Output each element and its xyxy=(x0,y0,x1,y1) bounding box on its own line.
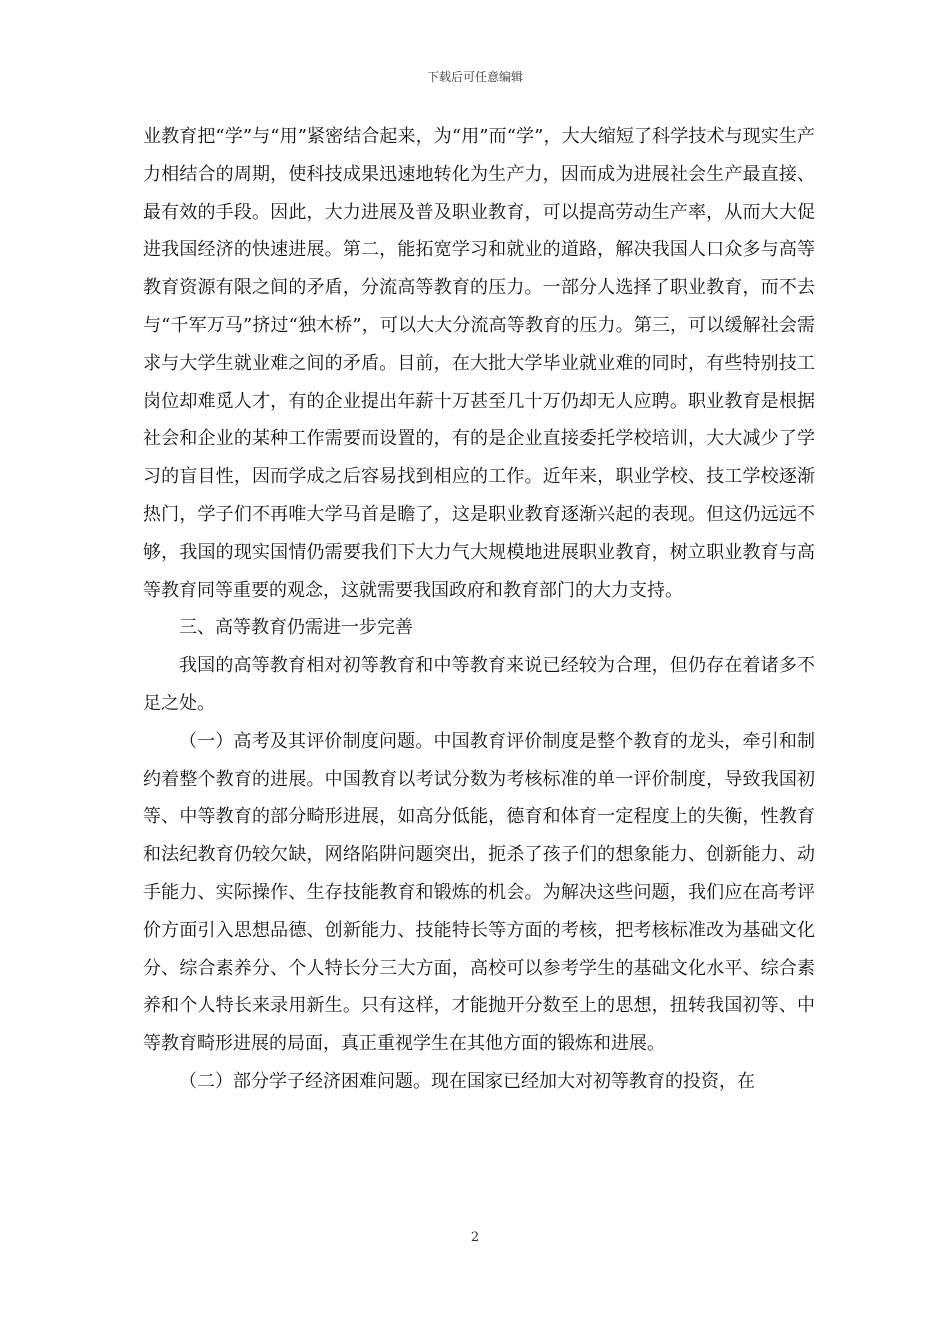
page-number: 2 xyxy=(470,1230,480,1245)
page-header: 下载后可任意编辑 xyxy=(426,70,523,84)
paragraph-item-2: （二）部分学子经济困难问题。现在国家已经加大对初等教育的投资，在 xyxy=(179,1070,755,1092)
document-body xyxy=(143,118,815,1101)
paragraph-intro: 我国的高等教育相对初等教育和中等教育来说已经较为合理，但仍存在着诸多不足之处。 xyxy=(143,655,815,714)
paragraph-continuation: 业教育把“学”与“用”紧密结合起来，为“用”而“学”，大大缩短了科学技术与现实生产力相结合的周期，使科技成果迅速地转化为生产力，因而成为进展社会生产最直接、最有效的手段。因此，大力进展及普及职业教育，可以提高劳动生产率，从而大大促进我国经济的快速进展。第二，能拓宽学习和就业的道路，解决我国人口众多与高等教育资源有限之间的矛盾，分流高等教育的压力。一部分人选择了职业教育，而不去与“千军万马”挤过“独木桥”，可以大大分流高等教育的压力。第三，可以缓解社会需求与大学生就业难之间的矛盾。目前，在大批大学毕业就业难的同时，有些特别技工岗位却难觅人才，有的企业提出年薪十万甚至几十万仍却无人应聘。职业教育是根据社会和企业的某种工作需要而设置的，有的是企业直接委托学校培训，大大减少了学习的盲目性，因而学成之后容易找到相应的工作。近年来，职业学校、技工学校逐渐热门，学子们不再唯大学马首是瞻了，这是职业教育逐渐兴起的表现。但这仍远远不够，我国的现实国情仍需要我们下大力气大规模地进展职业教育，树立职业教育与高等教育同等重要的观念，这就需要我国政府和教育部门的大力支持。 xyxy=(143,126,815,601)
paragraph-item-1: （一）高考及其评价制度问题。中国教育评价制度是整个教育的龙头，牵引和制约着整个教育的进展。中国教育以考试分数为考核标准的单一评价制度，导致我国初等、中等教育的部分畸形进展，如高分低能，德育和体育一定程度上的失衡，性教育和法纪教育仍较欠缺，网络陷阱问题突出，扼杀了孩子们的想象能力、创新能力、动手能力、实际操作、生存技能教育和锻炼的机会。为解决这些问题，我们应在高考评价方面引入思想品德、创新能力、技能特长等方面的考核，把考核标准改为基础文化分、综合素养分、个人特长分三大方面，高校可以参考学生的基础文化水平、综合素养和个人特长来录用新生。只有这样，才能抛开分数至上的思想，扭转我国初等、中等教育畸形进展的局面，真正重视学生在其他方面的锻炼和进展。 xyxy=(143,730,815,1055)
section-heading: 三、高等教育仍需进一步完善 xyxy=(179,617,413,639)
